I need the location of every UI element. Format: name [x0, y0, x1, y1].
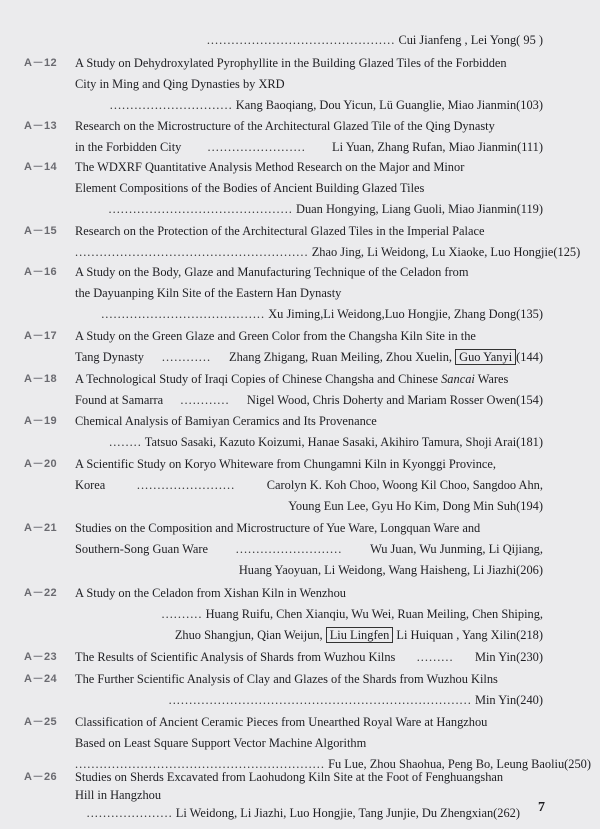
entry-authors: .......... Huang Ruifu, Chen Xianqiu, Wu Wei, Ruan Meiling, Chen Shiping, [161, 607, 543, 621]
entry-title: The Further Scientific Analysis of Clay and Glazes of the Shards from Wuzhou Kilns [75, 672, 498, 686]
entry-authors: Tang Dynasty ............ Zhang Zhigang, Ruan Meiling, Zhou Xuelin, Guo Yanyi (144) [75, 350, 543, 364]
entry-title: Research on the Microstructure of the Architectural Glazed Tile of the Qing Dynasty [75, 119, 495, 133]
entry-code: A－21 [24, 522, 58, 534]
entry-title: Research on the Protection of the Architectural Glazed Tiles in the Imperial Palace [75, 224, 485, 238]
entry-code: A－18 [24, 373, 58, 385]
entry-title: A Scientific Study on Koryo Whiteware from Chungamni Kiln in Kyonggi Province, [75, 457, 496, 471]
entry-title: Studies on the Composition and Microstructure of Yue Ware, Longquan Ware and [75, 521, 481, 535]
page-number: 7 [538, 800, 545, 815]
entry-title: A Technological Study of Iraqi Copies of Chinese Changsha and Chinese Sancai Wares [75, 372, 509, 386]
entry-authors: .......................................................................... Min Yin(240) [168, 693, 543, 707]
entry-title: The Results of Scientific Analysis of Shards from Wuzhou Kilns ......... Min Yin(230) [75, 650, 543, 664]
entry-title: A Study on Dehydroxylated Pyrophyllite in the Building Glazed Tiles of the Forbidden [75, 56, 507, 70]
highlighted-author: Liu Lingfen [326, 627, 394, 643]
author-list: Cui Jianfeng , Lei Yong( 95 ) [398, 33, 543, 47]
entry-code: A－13 [24, 120, 58, 132]
entry-code: A－14 [24, 161, 58, 173]
entry-title: The WDXRF Quantitative Analysis Method Research on the Major and Minor [75, 160, 465, 174]
entry-authors: ........ Tatsuo Sasaki, Kazuto Koizumi, Hanae Sasaki, Akihiro Tamura, Shoji Arai(181) [109, 435, 543, 449]
entry-title: Hill in Hangzhou [75, 788, 162, 802]
continued-entry-line: .............................................. Cui Jianfeng , Lei Yong( 95 ) [206, 33, 543, 47]
entry-code: A－12 [24, 57, 58, 69]
entry-authors: ........................................ Xu Jiming,Li Weidong,Luo Hongjie, Zhang Dong(135) [101, 307, 543, 321]
entry-title: Classification of Ancient Ceramic Pieces from Unearthed Royal Ware at Hangzhou [75, 715, 488, 729]
entry-title: Based on Least Square Support Vector Machine Algorithm [75, 736, 367, 750]
entry-code: A－19 [24, 415, 58, 427]
entry-authors: Found at Samarra ............ Nigel Wood, Chris Doherty and Mariam Rosser Owen(154) [75, 393, 543, 407]
entry-authors: Korea ........................ Carolyn K. Koh Choo, Woong Kil Choo, Sangdoo Ahn, [75, 478, 543, 492]
entry-authors: Southern-Song Guan Ware .......................... Wu Juan, Wu Junming, Li Qijiang, [75, 542, 543, 556]
entry-code: A－15 [24, 225, 58, 237]
entry-title: Chemical Analysis of Bamiyan Ceramics and Its Provenance [75, 414, 377, 428]
entry-code: A－26 [24, 771, 58, 783]
entry-code: A－22 [24, 587, 58, 599]
entry-title: Element Compositions of the Bodies of Ancient Building Glazed Tiles [75, 181, 425, 195]
entry-code: A－23 [24, 651, 58, 663]
entry-code: A－16 [24, 266, 58, 278]
entry-code: A－20 [24, 458, 58, 470]
entry-authors: Zhuo Shangjun, Qian Weijun, Liu Lingfen Li Huiquan , Yang Xilin(218) [174, 628, 543, 642]
entry-title: A Study on the Celadon from Xishan Kiln in Wenzhou [75, 586, 346, 600]
entry-authors: ......................................................... Zhao Jing, Li Weidong, Lu Xiaoke, Luo Hongjie(125) [75, 245, 581, 259]
entry-title: A Study on the Green Glaze and Green Color from the Changsha Kiln Site in the [75, 329, 476, 343]
entry-title: the Dayuanping Kiln Site of the Eastern Han Dynasty [75, 286, 342, 300]
entry-code: A－17 [24, 330, 58, 342]
entry-authors: Huang Yaoyuan, Li Weidong, Wang Haisheng, Li Jiazhi(206) [238, 563, 543, 577]
entry-title: A Study on the Body, Glaze and Manufacturing Technique of the Celadon from [75, 265, 469, 279]
entry-code: A－25 [24, 716, 58, 728]
entry-authors: Young Eun Lee, Gyu Ho Kim, Dong Min Suh(194) [288, 499, 543, 513]
entry-code: A－24 [24, 673, 58, 685]
entry-authors: ............................................................. Fu Lue, Zhou Shaohua, Peng Bo, Leung Baoliu(250) [75, 757, 592, 771]
entry-authors: in the Forbidden City ........................ Li Yuan, Zhang Rufan, Miao Jianmin(111) [75, 140, 543, 154]
entry-title: Studies on Sherds Excavated from Laohudong Kiln Site at the Foot of Fenghuangshan [75, 770, 504, 784]
entry-authors: ..................... Li Weidong, Li Jiazhi, Luo Hongjie, Tang Junjie, Du Zhengxian(262) [86, 806, 520, 820]
highlighted-author: Guo Yanyi [455, 349, 516, 365]
entry-title: City in Ming and Qing Dynasties by XRD [75, 77, 285, 91]
entry-authors: ............................................. Duan Hongying, Liang Guoli, Miao Jianmin(119) [108, 202, 543, 216]
entry-authors: .............................. Kang Baoqiang, Dou Yicun, Lü Guanglie, Miao Jianmin(103) [109, 98, 543, 112]
